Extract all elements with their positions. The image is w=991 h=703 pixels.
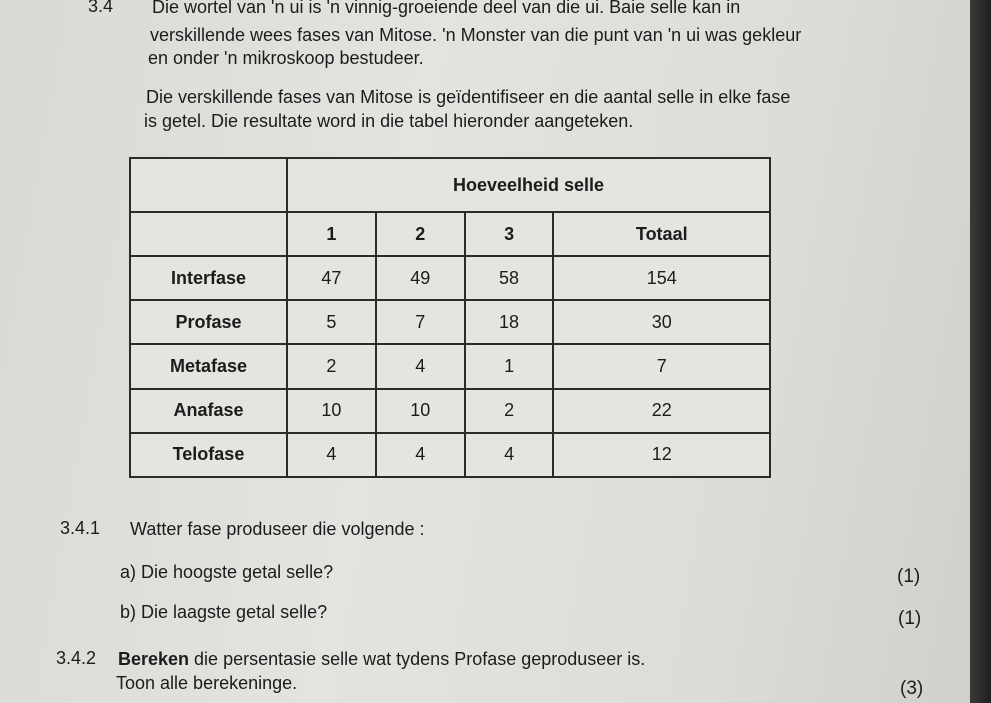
table-cell: 22 <box>553 389 770 433</box>
table-cell: 4 <box>465 433 554 477</box>
table-row <box>130 433 770 477</box>
group-header: Hoeveelheid selle <box>287 158 770 212</box>
marks-3-4-2: (3) <box>900 678 924 699</box>
table-cell: 10 <box>376 389 465 433</box>
question-number-3-4: 3.4 <box>88 0 114 16</box>
table-cell: 7 <box>553 344 770 388</box>
column-header: 1 <box>287 212 376 256</box>
question-3-4-2-rest: die persentasie selle wat tydens Profase geproduseer is. <box>189 649 646 669</box>
marks-a: (1) <box>897 566 921 587</box>
table-empty-cell <box>130 212 287 256</box>
table-cell: 18 <box>465 300 554 344</box>
question-number-3-4-1: 3.4.1 <box>60 518 101 538</box>
table-empty-corner <box>130 158 287 212</box>
table-cell: 7 <box>376 300 465 344</box>
phase-label: Profase <box>130 300 287 344</box>
question-3-4-1-text: Watter fase produseer die volgende : <box>130 519 425 539</box>
intro-line-2: verskillende wees fases van Mitose. 'n Monster van die punt van 'n ui was gekleur <box>150 25 802 45</box>
table-cell: 1 <box>465 344 554 388</box>
table-row <box>130 300 770 344</box>
table-cell: 49 <box>376 256 465 300</box>
column-header: 2 <box>376 212 465 256</box>
table-cell: 10 <box>287 389 376 433</box>
table-cell: 2 <box>287 344 376 388</box>
para2-line-1: Die verskillende fases van Mitose is geïdentifiseer en die aantal selle in elke fase <box>146 87 791 107</box>
phase-label: Metafase <box>130 344 287 388</box>
question-number-3-4-2: 3.4.2 <box>56 648 97 668</box>
table-cell: 154 <box>553 256 770 300</box>
column-header: Totaal <box>553 212 770 256</box>
table-cell: 4 <box>376 433 465 477</box>
table-cell: 2 <box>465 389 554 433</box>
table-row <box>130 256 770 300</box>
table-row <box>130 389 770 433</box>
intro-line-1: Die wortel van 'n ui is 'n vinnig-groeiende deel van die ui. Baie selle kan in <box>152 0 741 17</box>
table-row <box>130 344 770 388</box>
results-table <box>129 157 771 478</box>
phase-label: Telofase <box>130 433 287 477</box>
table-cell: 4 <box>287 433 376 477</box>
marks-b: (1) <box>898 608 922 629</box>
background-edge <box>970 0 991 703</box>
table-cell: 30 <box>553 300 770 344</box>
intro-line-3: en onder 'n mikroskoop bestudeer. <box>148 48 424 68</box>
question-3-4-2-text <box>118 648 645 670</box>
phase-label: Interfase <box>130 256 287 300</box>
table-cell: 12 <box>553 433 770 477</box>
instruction-verb: Bereken <box>118 649 190 669</box>
column-header: 3 <box>465 212 554 256</box>
table-group-header-row <box>130 158 770 212</box>
question-3-4-2-line2: Toon alle berekeninge. <box>116 673 298 693</box>
para2-line-2: is getel. Die resultate word in die tabel hieronder aangeteken. <box>144 111 634 131</box>
question-3-4-1-b: b) Die laagste getal selle? <box>120 602 328 622</box>
phase-label: Anafase <box>130 389 287 433</box>
table-column-header-row <box>130 212 770 256</box>
question-3-4-1-a: a) Die hoogste getal selle? <box>120 562 334 582</box>
table-cell: 4 <box>376 344 465 388</box>
table-cell: 5 <box>287 300 376 344</box>
table-cell: 47 <box>287 256 376 300</box>
table-cell: 58 <box>465 256 554 300</box>
